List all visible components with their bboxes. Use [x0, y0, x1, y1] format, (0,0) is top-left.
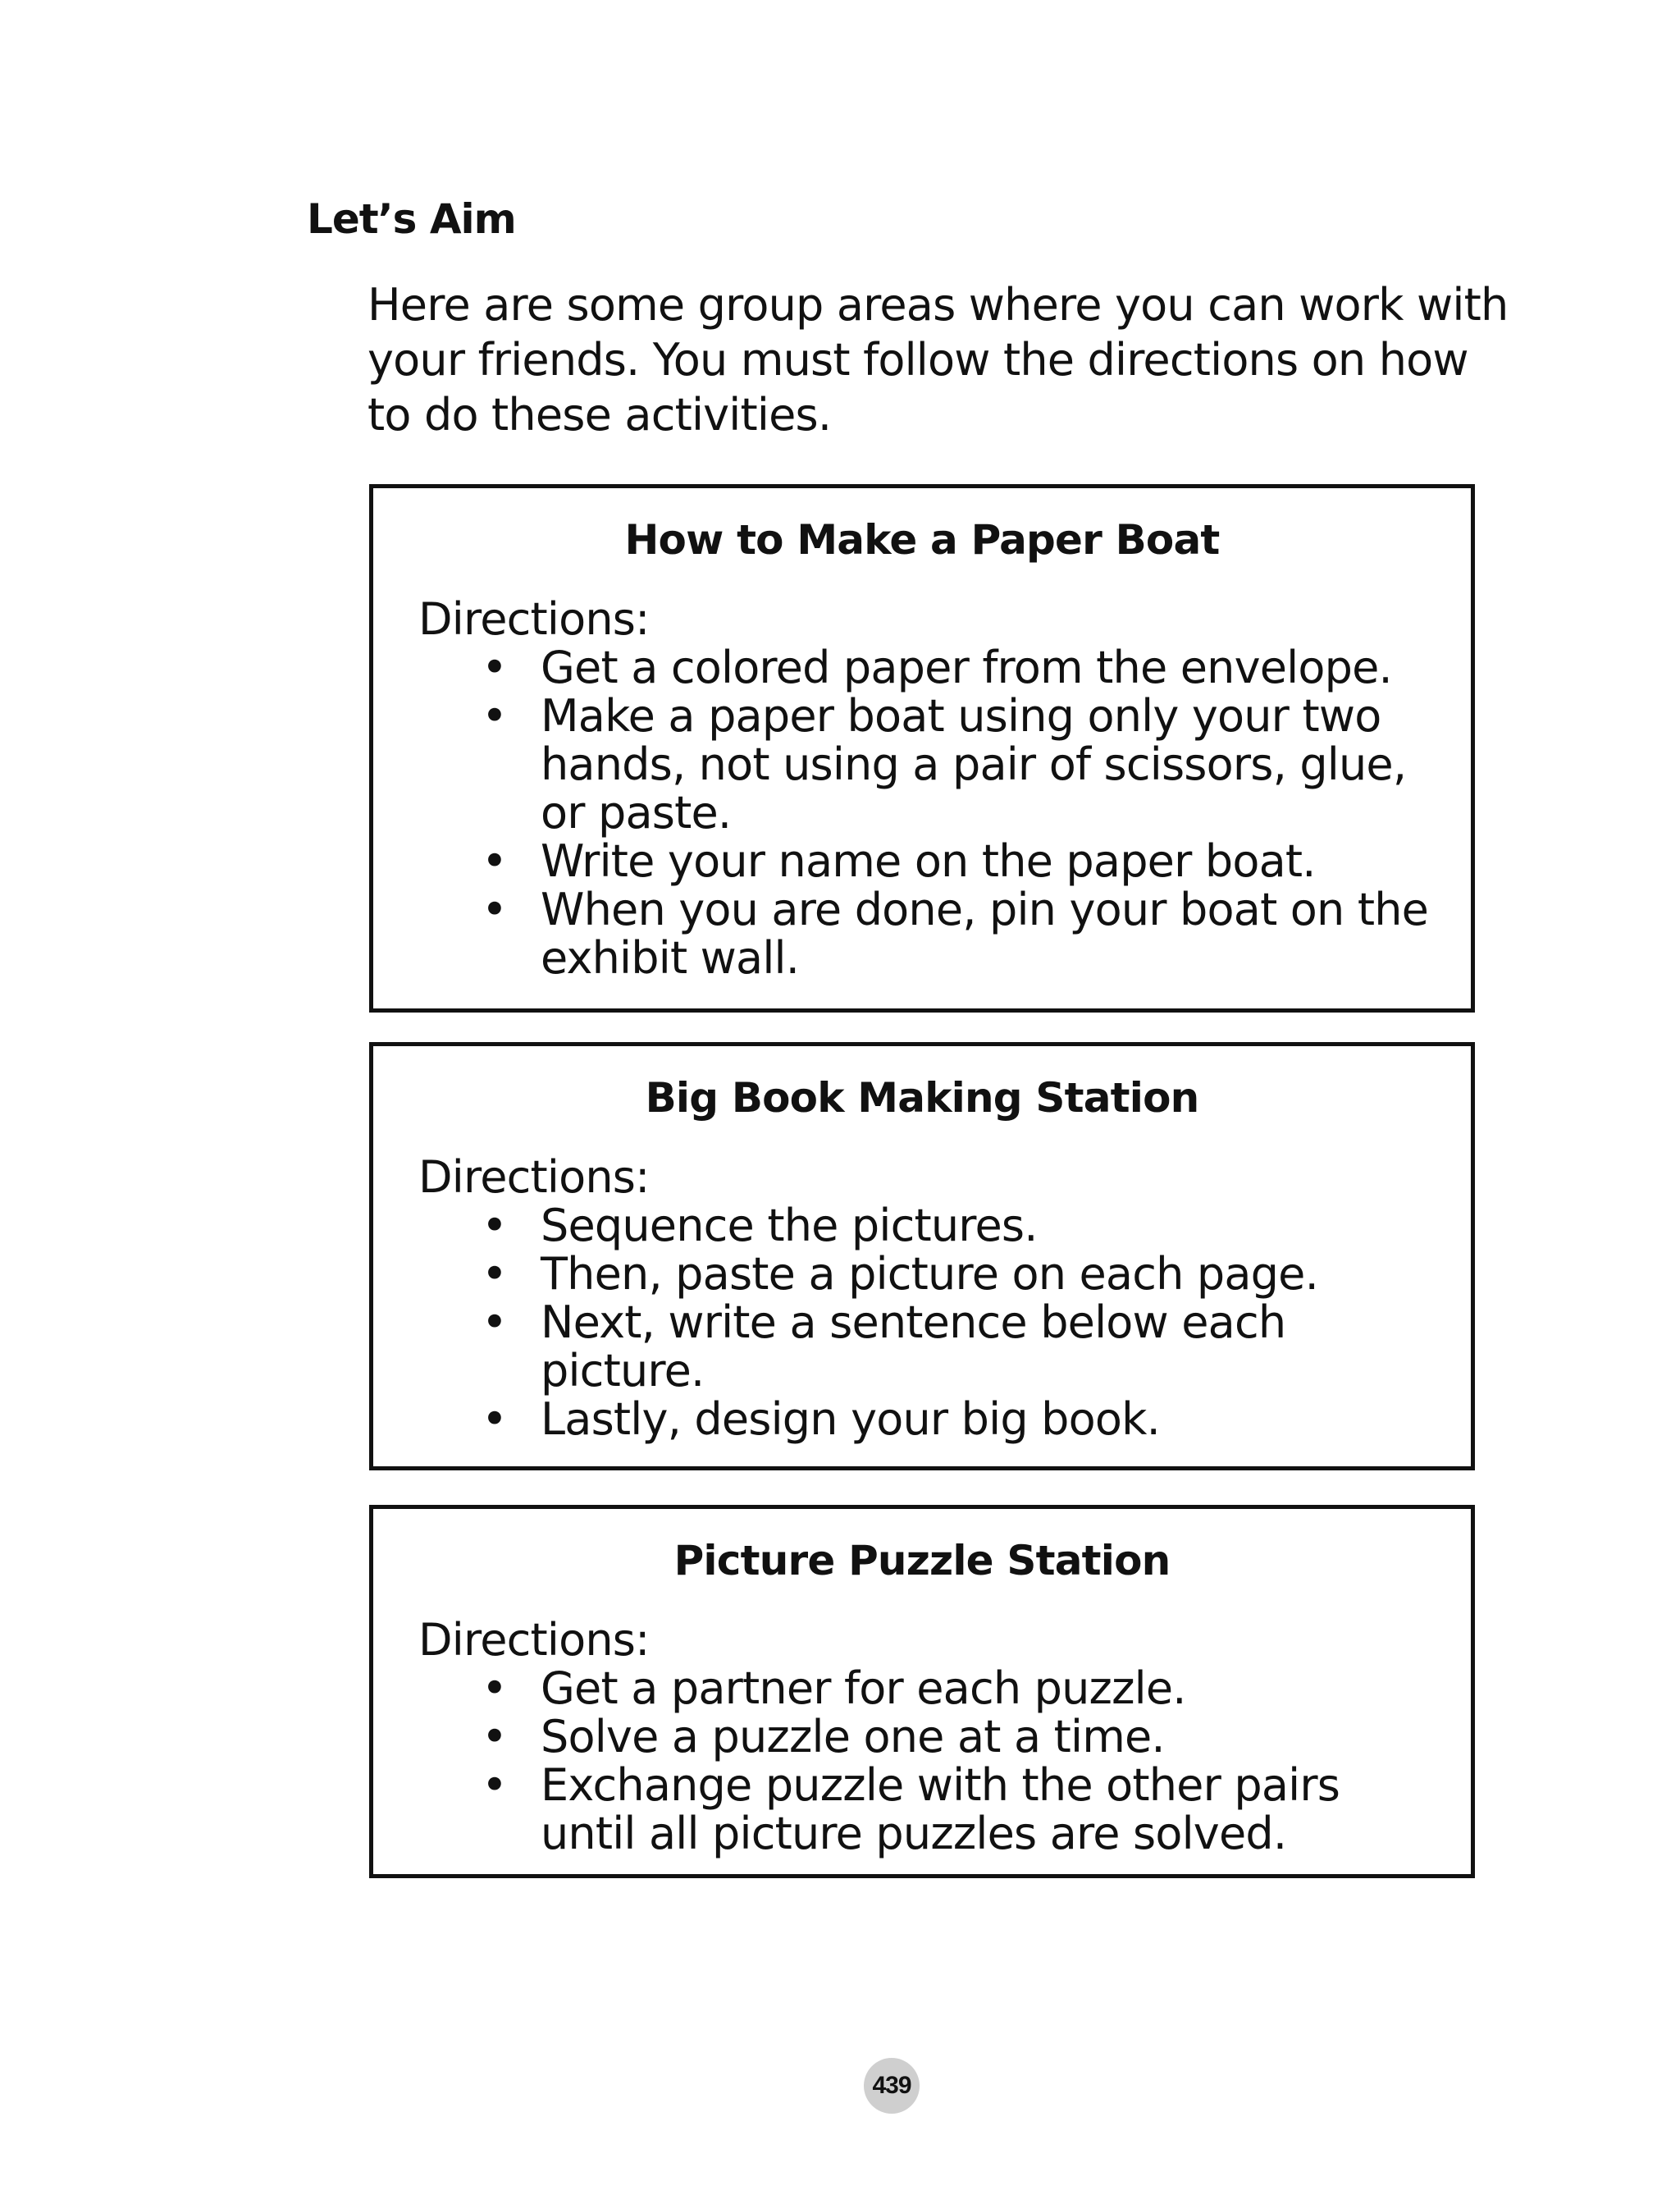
list-item: [373, 885, 1471, 982]
section-heading: Let’s Aim: [307, 195, 516, 243]
step-text: Lastly, design your big book.: [541, 1393, 1160, 1445]
step-text: Write your name on the paper boat.: [541, 835, 1316, 887]
list-item: [373, 1761, 1471, 1858]
directions-label: Directions:: [418, 593, 650, 645]
step-text: Get a colored paper from the envelope.: [541, 642, 1392, 693]
bullet-icon: •: [482, 1200, 508, 1251]
bullet-icon: •: [482, 690, 508, 742]
list-item: [373, 692, 1471, 837]
bullet-icon: •: [482, 1393, 508, 1445]
station-box-paper-boat: [369, 484, 1475, 1013]
list-item: [373, 1395, 1471, 1443]
steps-list: [373, 1201, 1471, 1443]
list-item: [373, 1201, 1471, 1250]
step-text: Next, write a sentence below each picture.: [541, 1296, 1286, 1397]
step-text: Make a paper boat using only your two hands, not using a pair of scissors, glue, or paste.: [541, 690, 1407, 839]
step-text: Exchange puzzle with the other pairs until all picture puzzles are solved.: [541, 1759, 1340, 1859]
station-title: Picture Puzzle Station: [673, 1537, 1171, 1584]
list-item: [373, 1250, 1471, 1298]
step-text: Then, paste a picture on each page.: [541, 1248, 1318, 1300]
bullet-icon: •: [482, 835, 508, 887]
bullet-icon: •: [482, 1759, 508, 1811]
directions-label: Directions:: [418, 1151, 650, 1203]
station-box-picture-puzzle: [369, 1505, 1475, 1878]
bullet-icon: •: [482, 642, 508, 693]
step-text: Sequence the pictures.: [541, 1200, 1038, 1251]
bullet-icon: •: [482, 1711, 508, 1763]
list-item: [373, 1298, 1471, 1395]
bullet-icon: •: [482, 884, 508, 935]
intro-paragraph: Here are some group areas where you can work with your friends. You must follow the directions on how to do these activities.: [368, 279, 1509, 441]
bullet-icon: •: [482, 1662, 508, 1714]
station-title: How to Make a Paper Boat: [624, 516, 1220, 564]
steps-list: [373, 643, 1471, 982]
list-item: [373, 1664, 1471, 1712]
bullet-icon: •: [482, 1296, 508, 1348]
page-number-badge: 439: [864, 2058, 920, 2114]
station-box-big-book: [369, 1042, 1475, 1470]
list-item: [373, 643, 1471, 692]
step-text: Get a partner for each puzzle.: [541, 1662, 1186, 1714]
directions-label: Directions:: [418, 1614, 650, 1666]
list-item: [373, 837, 1471, 885]
step-text: Solve a puzzle one at a time.: [541, 1711, 1165, 1763]
bullet-icon: •: [482, 1248, 508, 1300]
steps-list: [373, 1664, 1471, 1858]
station-title: Big Book Making Station: [645, 1074, 1199, 1122]
list-item: [373, 1712, 1471, 1761]
step-text: When you are done, pin your boat on the exhibit wall.: [541, 884, 1429, 984]
